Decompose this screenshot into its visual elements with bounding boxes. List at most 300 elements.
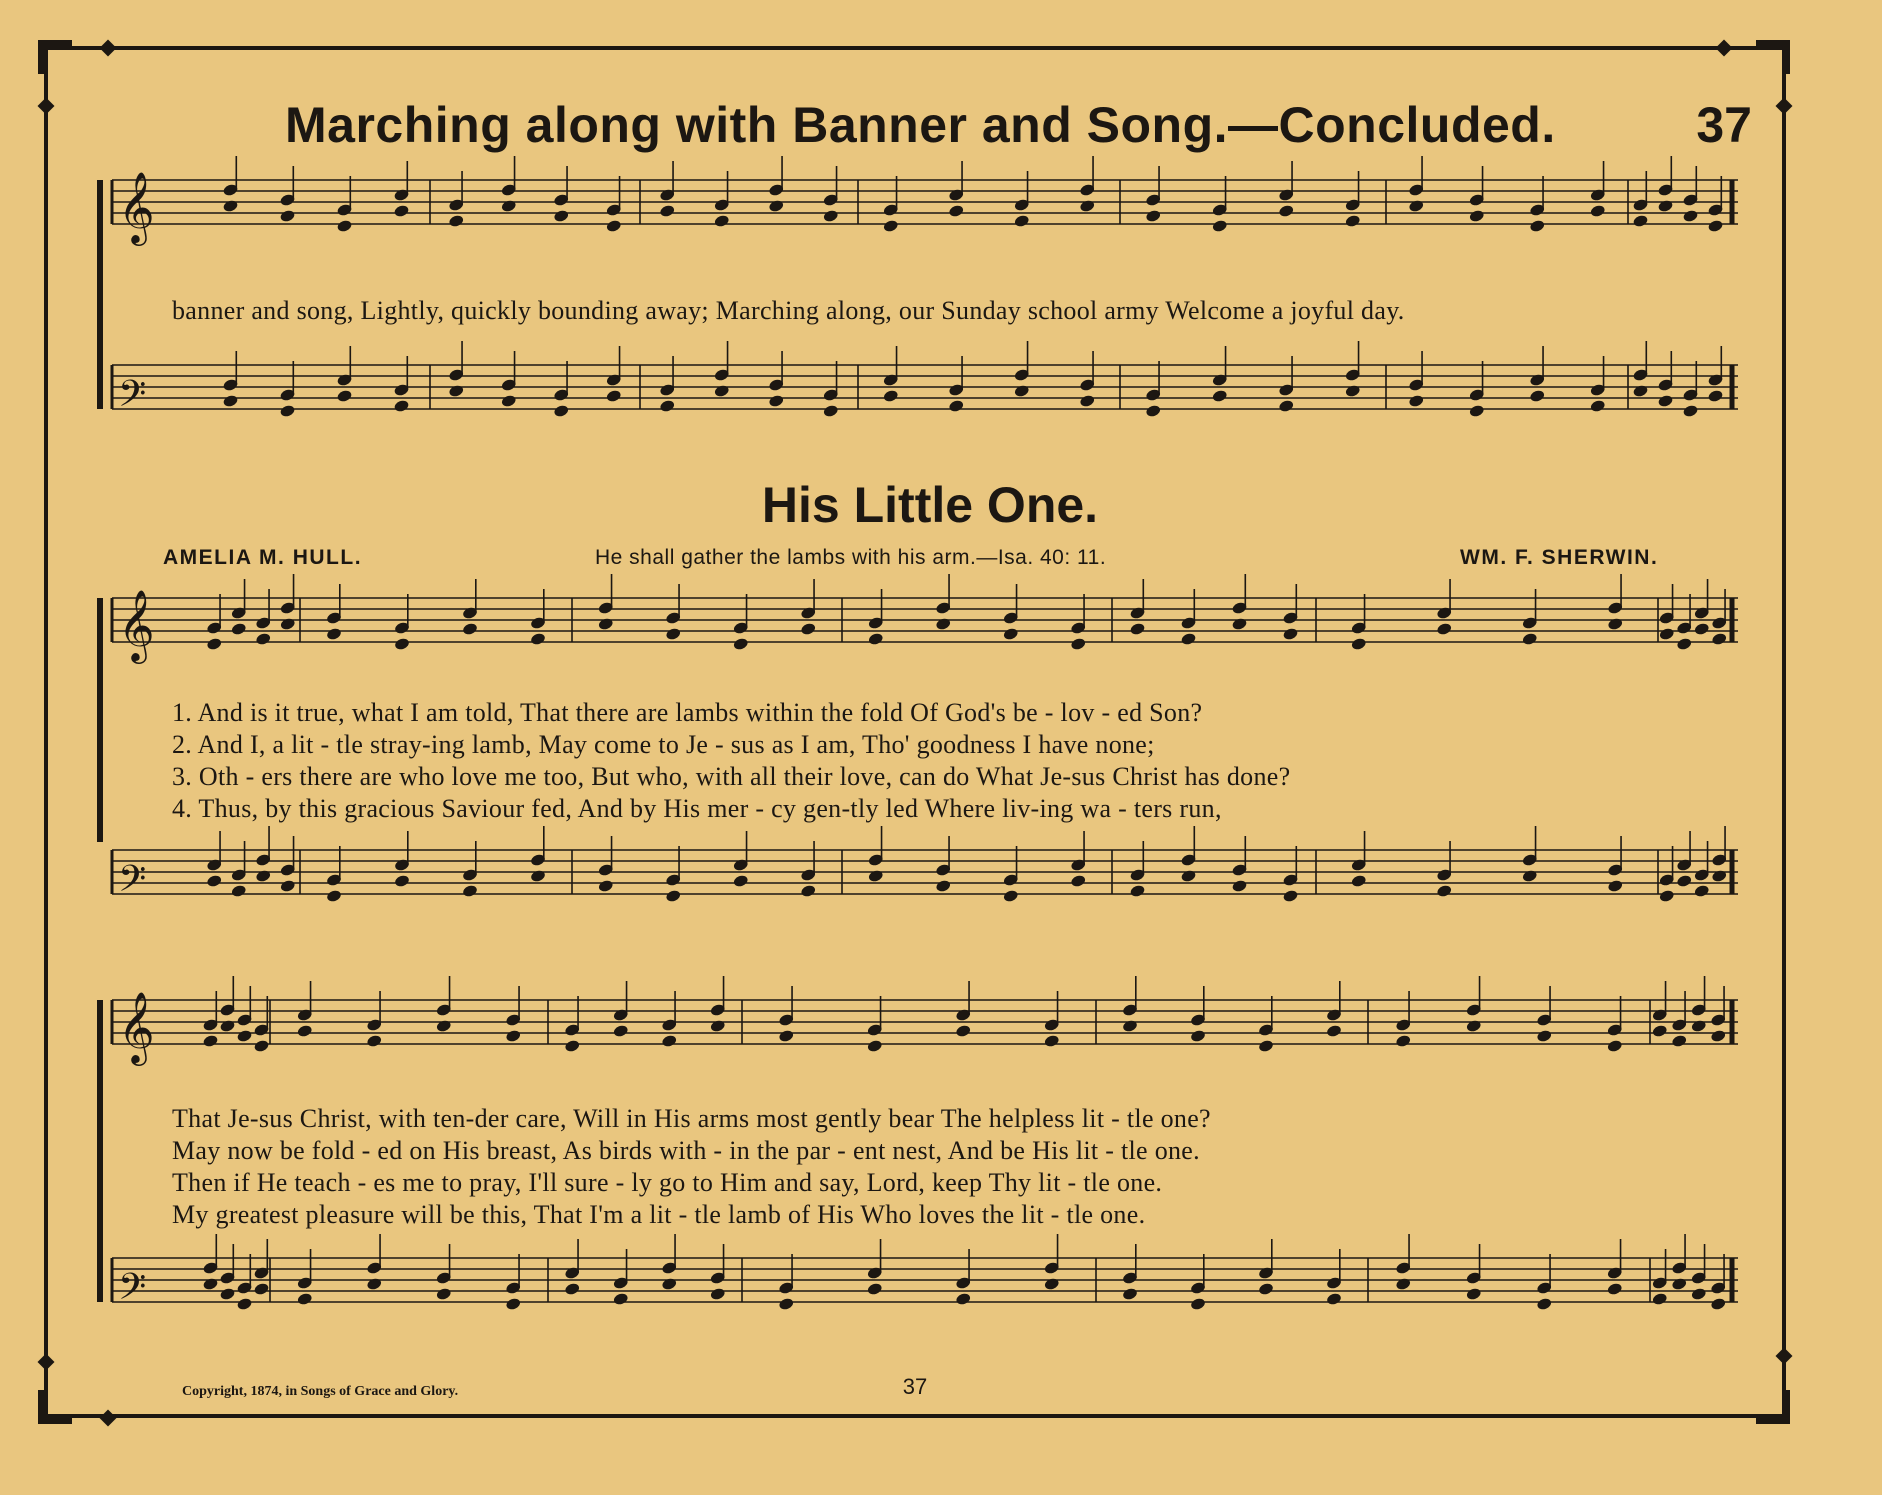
note-head	[1607, 617, 1624, 631]
note-head	[564, 1039, 581, 1053]
note-stem	[1135, 1244, 1137, 1278]
note-stem	[310, 1249, 312, 1283]
note-head	[296, 1024, 313, 1038]
note-head	[394, 637, 411, 651]
note-head	[462, 884, 479, 898]
note-stem	[619, 176, 621, 210]
note-stem	[813, 579, 815, 613]
note-head	[713, 384, 730, 398]
note-head	[1536, 1029, 1553, 1043]
note-stem	[1696, 361, 1698, 395]
note-stem	[1449, 579, 1451, 613]
note-stem	[1723, 986, 1725, 1020]
note-head	[713, 214, 730, 228]
note-head	[505, 1297, 522, 1311]
note-stem	[1665, 981, 1667, 1015]
note-stem	[1542, 176, 1544, 210]
verse-2-part-1: 2. And I, a lit - tle stray-ing lamb, May come to Je - sus as I am, Tho' goodness I have none;	[172, 730, 1155, 759]
note-head	[279, 209, 296, 223]
note-stem	[1721, 176, 1723, 210]
footer-page-number: 37	[902, 1374, 928, 1399]
note-stem	[219, 831, 221, 865]
note-stem	[1194, 826, 1196, 860]
note-head	[822, 404, 839, 418]
note-stem	[1689, 594, 1691, 628]
note-head	[1129, 622, 1146, 636]
note-head	[1676, 637, 1693, 651]
note-stem	[1704, 1244, 1706, 1278]
note-head	[935, 879, 952, 893]
note-head	[1013, 384, 1030, 398]
note-head	[597, 879, 614, 893]
note-head	[202, 1034, 219, 1048]
note-stem	[1291, 161, 1293, 195]
note-stem	[407, 356, 409, 390]
note-stem	[543, 589, 545, 623]
note-head	[1651, 1292, 1668, 1306]
note-stem	[727, 171, 729, 205]
note-stem	[611, 836, 613, 870]
note-head	[553, 209, 570, 223]
note-stem	[1057, 1234, 1059, 1268]
note-stem	[267, 996, 269, 1030]
note-head	[1651, 1024, 1668, 1038]
note-stem	[407, 831, 409, 865]
note-stem	[1339, 1249, 1341, 1283]
note-head	[778, 1297, 795, 1311]
note-head	[336, 219, 353, 233]
note-head	[800, 622, 817, 636]
note-head	[1657, 199, 1674, 213]
note-stem	[244, 841, 246, 875]
note-head	[1465, 1287, 1482, 1301]
note-stem	[449, 976, 451, 1010]
note-head	[448, 214, 465, 228]
note-stem	[1620, 836, 1622, 870]
clef-sign: 𝄢	[118, 373, 147, 424]
note-head	[768, 199, 785, 213]
note-stem	[1672, 584, 1674, 618]
note-stem	[674, 1234, 676, 1268]
note-stem	[233, 976, 235, 1010]
note-head	[1070, 637, 1087, 651]
note-head	[768, 394, 785, 408]
note-head	[665, 627, 682, 641]
note-stem	[1603, 356, 1605, 390]
note-stem	[1696, 166, 1698, 200]
note-stem	[1549, 986, 1551, 1020]
note-head	[1344, 214, 1361, 228]
note-stem	[350, 176, 352, 210]
note-head	[1468, 404, 1485, 418]
note-stem	[626, 981, 628, 1015]
note-head	[1122, 1019, 1139, 1033]
note-stem	[672, 161, 674, 195]
hymn-title: His Little One.	[761, 477, 1099, 533]
note-stem	[268, 589, 270, 623]
note-head	[1231, 879, 1248, 893]
note-head	[393, 399, 410, 413]
note-head	[948, 399, 965, 413]
note-stem	[1027, 171, 1029, 205]
note-stem	[1479, 976, 1481, 1010]
note-head	[1521, 869, 1538, 883]
note-stem	[880, 996, 882, 1030]
note-stem	[250, 986, 252, 1020]
note-stem	[1704, 976, 1706, 1010]
note-head	[732, 874, 749, 888]
note-head	[867, 869, 884, 883]
note-stem	[267, 1239, 269, 1273]
note-head	[948, 204, 965, 218]
note-stem	[293, 574, 295, 608]
note-head	[1122, 1287, 1139, 1301]
note-head	[1465, 1019, 1482, 1033]
note-head	[1344, 384, 1361, 398]
note-head	[1529, 219, 1546, 233]
note-stem	[896, 176, 898, 210]
note-stem	[948, 574, 950, 608]
note-head	[1658, 889, 1675, 903]
note-stem	[543, 826, 545, 860]
note-stem	[836, 361, 838, 395]
note-head	[1180, 632, 1197, 646]
note-stem	[268, 826, 270, 860]
note-head	[1408, 394, 1425, 408]
note-stem	[678, 846, 680, 880]
page-header-number: 37	[1696, 97, 1752, 153]
note-head	[219, 1019, 236, 1033]
note-stem	[1158, 166, 1160, 200]
note-head	[505, 1029, 522, 1043]
note-head	[530, 632, 547, 646]
note-stem	[1479, 1244, 1481, 1278]
note-stem	[1245, 836, 1247, 870]
note-head	[1326, 1024, 1343, 1038]
note-stem	[1339, 981, 1341, 1015]
note-head	[1690, 1287, 1707, 1301]
note-stem	[350, 346, 352, 380]
note-head	[1408, 199, 1425, 213]
note-head	[326, 889, 343, 903]
note-stem	[379, 991, 381, 1025]
clef-sign: 𝄢	[118, 1266, 147, 1317]
note-head	[206, 637, 223, 651]
note-head	[1710, 1297, 1727, 1311]
note-head	[1682, 404, 1699, 418]
note-stem	[293, 166, 295, 200]
note-head	[1190, 1029, 1207, 1043]
note-head	[366, 1277, 383, 1291]
note-stem	[881, 826, 883, 860]
verse-3-part-1: 3. Oth - ers there are who love me too, But who, with all their love, can do What Je-sus Christ has done?	[172, 762, 1291, 791]
note-stem	[577, 996, 579, 1030]
note-head	[279, 404, 296, 418]
note-head	[732, 637, 749, 651]
note-head	[1211, 219, 1228, 233]
note-head	[1529, 389, 1546, 403]
note-stem	[1083, 831, 1085, 865]
note-head	[1436, 622, 1453, 636]
note-stem	[1135, 976, 1137, 1010]
clef-sign: 𝄢	[118, 858, 147, 909]
note-head	[882, 389, 899, 403]
note-stem	[1620, 1239, 1622, 1273]
note-head	[279, 617, 296, 631]
note-stem	[461, 171, 463, 205]
note-stem	[791, 986, 793, 1020]
note-stem	[339, 846, 341, 880]
note-head	[1211, 389, 1228, 403]
note-head	[1711, 869, 1728, 883]
note-head	[665, 889, 682, 903]
note-head	[1632, 214, 1649, 228]
note-stem	[1092, 351, 1094, 385]
note-stem	[216, 1234, 218, 1268]
note-stem	[1620, 996, 1622, 1030]
note-stem	[1194, 589, 1196, 623]
note-head	[1079, 199, 1096, 213]
note-stem	[791, 1254, 793, 1288]
note-head	[1278, 399, 1295, 413]
note-stem	[961, 356, 963, 390]
note-stem	[1245, 574, 1247, 608]
note-stem	[781, 351, 783, 385]
note-head	[366, 1034, 383, 1048]
note-stem	[1225, 346, 1227, 380]
note-head	[1658, 627, 1675, 641]
note-head	[597, 617, 614, 631]
note-head	[1043, 1277, 1060, 1291]
note-head	[222, 199, 239, 213]
note-head	[393, 204, 410, 218]
note-stem	[407, 594, 409, 628]
note-head	[1606, 1039, 1623, 1053]
note-stem	[566, 166, 568, 200]
note-stem	[1092, 156, 1094, 190]
note-stem	[746, 594, 748, 628]
note-stem	[1143, 841, 1145, 875]
note-stem	[310, 981, 312, 1015]
note-stem	[881, 589, 883, 623]
note-head	[1282, 627, 1299, 641]
note-stem	[1364, 594, 1366, 628]
page-header-title: Marching along with Banner and Song.—Concluded.	[285, 97, 1556, 153]
note-stem	[672, 356, 674, 390]
note-stem	[723, 1244, 725, 1278]
note-stem	[236, 351, 238, 385]
note-head	[1682, 209, 1699, 223]
copyright-notice: Copyright, 1874, in Songs of Grace and Glory.	[182, 1384, 459, 1399]
note-stem	[1620, 574, 1622, 608]
note-stem	[1724, 826, 1726, 860]
note-head	[222, 394, 239, 408]
note-stem	[1671, 351, 1673, 385]
note-stem	[1535, 826, 1537, 860]
note-stem	[1646, 341, 1648, 375]
hymn-composer: WM. F. SHERWIN.	[1460, 546, 1659, 569]
note-stem	[1672, 846, 1674, 880]
note-head	[1395, 1277, 1412, 1291]
clef-sign: 𝄞	[118, 990, 155, 1063]
note-stem	[1027, 341, 1029, 375]
note-head	[1468, 209, 1485, 223]
verse-1-part-1: 1. And is it true, what I am told, That there are lambs within the fold Of God's be - lov - ed Son?	[172, 698, 1203, 727]
note-stem	[1684, 991, 1686, 1025]
note-stem	[1542, 346, 1544, 380]
note-head	[866, 1039, 883, 1053]
note-head	[435, 1019, 452, 1033]
note-head	[612, 1024, 629, 1038]
note-head	[709, 1019, 726, 1033]
note-stem	[1671, 156, 1673, 190]
note-head	[709, 1287, 726, 1301]
note-stem	[514, 351, 516, 385]
note-head	[1671, 1034, 1688, 1048]
note-head	[1129, 884, 1146, 898]
note-stem	[968, 1249, 970, 1283]
note-head	[236, 1029, 253, 1043]
note-stem	[1083, 594, 1085, 628]
note-stem	[1482, 166, 1484, 200]
note-stem	[1723, 1254, 1725, 1288]
note-stem	[577, 1239, 579, 1273]
note-stem	[475, 579, 477, 613]
note-stem	[723, 976, 725, 1010]
note-stem	[1358, 171, 1360, 205]
note-head	[605, 219, 622, 233]
note-head	[1350, 637, 1367, 651]
note-stem	[379, 1234, 381, 1268]
note-stem	[626, 1249, 628, 1283]
note-stem	[1421, 351, 1423, 385]
note-head	[1350, 874, 1367, 888]
hymn-author: AMELIA M. HULL.	[163, 546, 363, 569]
clef-sign: 𝄞	[118, 588, 155, 661]
note-stem	[518, 986, 520, 1020]
note-stem	[1482, 361, 1484, 395]
note-stem	[1203, 1254, 1205, 1288]
note-head	[1258, 1282, 1275, 1296]
note-stem	[1707, 841, 1709, 875]
note-stem	[1408, 1234, 1410, 1268]
note-stem	[674, 991, 676, 1025]
note-head	[1002, 627, 1019, 641]
verse-4-part-2: My greatest pleasure will be this, That I'm a lit - tle lamb of His Who loves the lit - tle one.	[172, 1200, 1146, 1229]
note-head	[202, 1277, 219, 1291]
note-head	[612, 1292, 629, 1306]
note-head	[1707, 219, 1724, 233]
note-head	[659, 399, 676, 413]
note-head	[448, 384, 465, 398]
top-system-lyric: banner and song, Lightly, quickly bounding away; Marching along, our Sunday school army Welcome a joyful day.	[172, 296, 1405, 325]
note-head	[206, 874, 223, 888]
note-head	[500, 199, 517, 213]
note-stem	[1665, 1249, 1667, 1283]
note-head	[1002, 889, 1019, 903]
verse-2-part-2: May now be fold - ed on His breast, As birds with - in the par - ent nest, And be His lit - tle one.	[172, 1136, 1200, 1165]
note-head	[935, 617, 952, 631]
note-head	[1632, 384, 1649, 398]
note-head	[1258, 1039, 1275, 1053]
note-stem	[514, 156, 516, 190]
note-head	[1707, 389, 1724, 403]
note-stem	[611, 574, 613, 608]
note-head	[882, 219, 899, 233]
note-stem	[1358, 341, 1360, 375]
note-stem	[678, 584, 680, 618]
note-stem	[1421, 156, 1423, 190]
note-head	[1231, 617, 1248, 631]
note-stem	[619, 346, 621, 380]
clef-sign: 𝄞	[118, 170, 155, 243]
note-stem	[746, 831, 748, 865]
note-head	[955, 1024, 972, 1038]
verse-1-part-2: That Je-sus Christ, with ten-der care, Will in His arms most gently bear The helpless lit - tle one?	[172, 1104, 1211, 1133]
note-stem	[219, 594, 221, 628]
note-head	[1326, 1292, 1343, 1306]
note-head	[296, 1292, 313, 1306]
note-head	[661, 1034, 678, 1048]
note-head	[605, 389, 622, 403]
note-stem	[1684, 1234, 1686, 1268]
note-head	[1395, 1034, 1412, 1048]
note-head	[1693, 622, 1710, 636]
note-head	[1070, 874, 1087, 888]
note-stem	[236, 156, 238, 190]
note-stem	[1364, 831, 1366, 865]
note-stem	[896, 346, 898, 380]
note-stem	[727, 341, 729, 375]
note-stem	[475, 841, 477, 875]
note-stem	[1291, 356, 1293, 390]
note-stem	[1408, 991, 1410, 1025]
note-stem	[1535, 589, 1537, 623]
note-head	[659, 204, 676, 218]
note-head	[279, 879, 296, 893]
note-head	[530, 869, 547, 883]
note-head	[955, 1292, 972, 1306]
verse-3-part-2: Then if He teach - es me to pray, I'll sure - ly go to Him and say, Lord, keep Thy lit - tle one.	[172, 1168, 1163, 1197]
note-stem	[518, 1254, 520, 1288]
note-head	[1190, 1297, 1207, 1311]
note-head	[1657, 394, 1674, 408]
note-head	[866, 1282, 883, 1296]
note-stem	[968, 981, 970, 1015]
note-head	[326, 627, 343, 641]
note-stem	[1724, 589, 1726, 623]
note-head	[1436, 884, 1453, 898]
note-stem	[1143, 579, 1145, 613]
verse-4-part-1: 4. Thus, by this gracious Saviour fed, And by His mer - cy gen-tly led Where liv-ing wa - ters run,	[172, 794, 1222, 823]
note-stem	[813, 841, 815, 875]
note-stem	[1296, 846, 1298, 880]
note-stem	[880, 1239, 882, 1273]
note-head	[1606, 1282, 1623, 1296]
note-head	[462, 622, 479, 636]
note-head	[1589, 399, 1606, 413]
note-stem	[566, 361, 568, 395]
note-head	[230, 622, 247, 636]
note-stem	[233, 1244, 235, 1278]
note-head	[1607, 879, 1624, 893]
note-stem	[1057, 991, 1059, 1025]
note-head	[1145, 404, 1162, 418]
clef-signs	[118, 170, 155, 1317]
note-stem	[1016, 846, 1018, 880]
note-head	[661, 1277, 678, 1291]
note-stem	[1721, 346, 1723, 380]
